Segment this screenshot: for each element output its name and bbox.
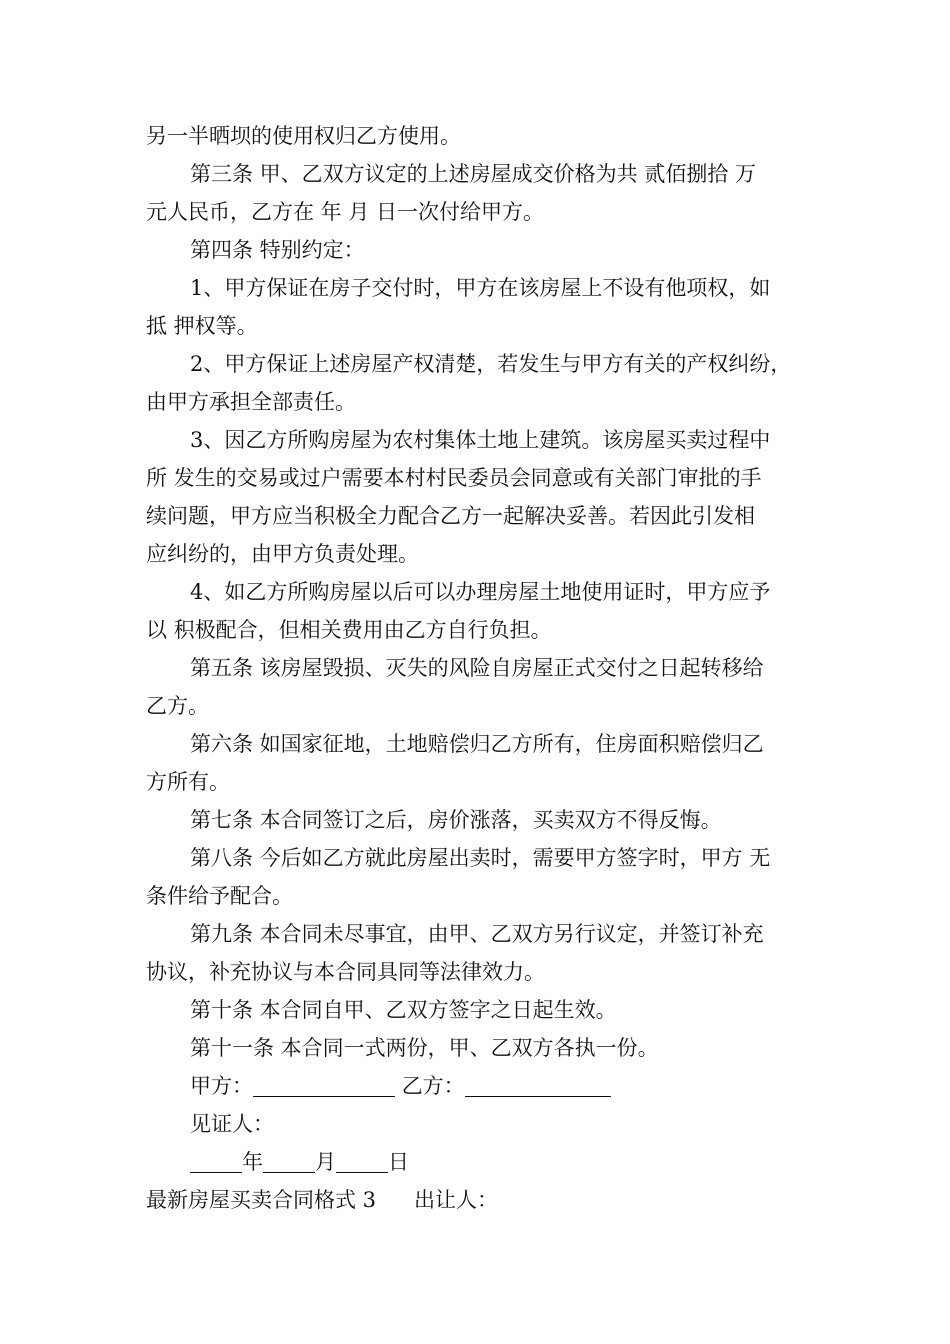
witness-label: 见证人： bbox=[190, 1112, 274, 1136]
paragraph-line: 方所有。 bbox=[146, 770, 230, 794]
contract-paragraph bbox=[146, 649, 826, 725]
paragraph-line: 由甲方承担全部责任。 bbox=[146, 390, 356, 414]
paragraph-line: 4、如乙方所购房屋以后可以办理房屋土地使用证时，甲方应予 bbox=[190, 580, 771, 604]
contract-paragraph bbox=[146, 117, 826, 155]
contract-paragraph bbox=[146, 915, 826, 991]
contract-paragraph bbox=[146, 725, 826, 801]
day-label: 日 bbox=[388, 1150, 409, 1174]
month-blank bbox=[263, 1150, 315, 1173]
month-label: 月 bbox=[315, 1150, 336, 1174]
party-a-label: 甲方： bbox=[190, 1074, 253, 1098]
paragraph-line: 续问题，甲方应当积极全力配合乙方一起解决妥善。若因此引发相 bbox=[146, 504, 755, 528]
year-blank bbox=[190, 1150, 242, 1173]
paragraph-line: 抵 押权等。 bbox=[146, 314, 258, 338]
paragraph-line: 第七条 本合同签订之后，房价涨落，买卖双方不得反悔。 bbox=[190, 808, 722, 832]
paragraph-line: 乙方。 bbox=[146, 694, 209, 718]
paragraph-line: 第八条 今后如乙方就此房屋出卖时，需要甲方签字时，甲方 无 bbox=[190, 846, 771, 870]
paragraph-line: 元人民币，乙方在 年 月 日一次付给甲方。 bbox=[146, 200, 545, 224]
paragraph-line: 2、甲方保证上述房屋产权清楚，若发生与甲方有关的产权纠纷， bbox=[190, 352, 792, 376]
contract-paragraph bbox=[146, 991, 826, 1029]
party-a-signature-blank bbox=[253, 1074, 395, 1097]
day-blank bbox=[336, 1150, 388, 1173]
signature-parties bbox=[146, 1067, 826, 1105]
paragraph-line: 协议，补充协议与本合同具同等法律效力。 bbox=[146, 960, 545, 984]
contract-paragraph bbox=[146, 231, 826, 269]
next-section-heading bbox=[146, 1181, 826, 1219]
paragraph-line: 第十条 本合同自甲、乙双方签字之日起生效。 bbox=[190, 998, 617, 1022]
paragraph-line: 第五条 该房屋毁损、灭失的风险自房屋正式交付之日起转移给 bbox=[190, 656, 764, 680]
contract-paragraph bbox=[146, 155, 826, 231]
date-line bbox=[146, 1143, 826, 1181]
paragraph-line: 第三条 甲、乙双方议定的上述房屋成交价格为共 贰佰捌拾 万 bbox=[190, 162, 757, 186]
paragraph-line: 以 积极配合，但相关费用由乙方自行负担。 bbox=[146, 618, 552, 642]
paragraph-line: 条件给予配合。 bbox=[146, 884, 293, 908]
contract-paragraph bbox=[146, 421, 826, 573]
paragraph-line: 另一半晒坝的使用权归乙方使用。 bbox=[146, 124, 461, 148]
paragraph-line: 1、甲方保证在房子交付时，甲方在该房屋上不设有他项权，如 bbox=[190, 276, 771, 300]
paragraph-line: 第六条 如国家征地，土地赔偿归乙方所有，住房面积赔偿归乙 bbox=[190, 732, 764, 756]
contract-paragraph bbox=[146, 269, 826, 345]
paragraph-line: 第九条 本合同未尽事宜，由甲、乙双方另行议定，并签订补充 bbox=[190, 922, 764, 946]
paragraph-line: 所 发生的交易或过户需要本村村民委员会同意或有关部门审批的手 bbox=[146, 466, 762, 490]
party-b-label: 乙方： bbox=[401, 1074, 465, 1098]
witness-line bbox=[146, 1105, 826, 1143]
paragraph-line: 第十一条 本合同一式两份，甲、乙双方各执一份。 bbox=[190, 1036, 659, 1060]
next-contract-title: 最新房屋买卖合同格式 3 bbox=[146, 1188, 377, 1212]
party-b-signature-blank bbox=[465, 1074, 611, 1097]
paragraph-line: 第四条 特别约定： bbox=[190, 238, 365, 262]
contract-paragraph bbox=[146, 801, 826, 839]
paragraph-line: 3、因乙方所购房屋为农村集体土地上建筑。该房屋买卖过程中 bbox=[190, 428, 771, 452]
contract-paragraph bbox=[146, 573, 826, 649]
contract-paragraph bbox=[146, 1029, 826, 1067]
year-label: 年 bbox=[242, 1150, 263, 1174]
contract-paragraph bbox=[146, 345, 826, 421]
contract-body bbox=[146, 117, 826, 1219]
paragraph-line: 应纠纷的，由甲方负责处理。 bbox=[146, 542, 419, 566]
contract-paragraph bbox=[146, 839, 826, 915]
seller-label: 出让人： bbox=[414, 1188, 499, 1212]
